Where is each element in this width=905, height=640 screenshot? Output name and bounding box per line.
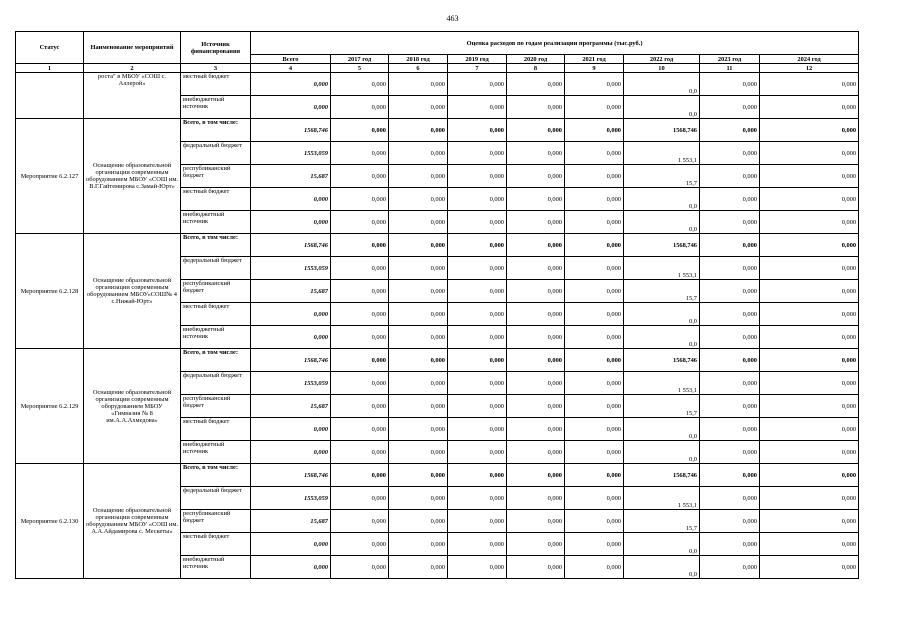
year-value-cell: 0,000 [760, 533, 859, 556]
year-value-cell: 0,000 [389, 395, 448, 418]
year-value-cell: 0,000 [389, 73, 448, 96]
total-cell: 15,687 [251, 280, 331, 303]
total-cell: 15,687 [251, 510, 331, 533]
year-value-cell: 15,7 [624, 165, 700, 188]
year-value-cell: 0,000 [448, 349, 507, 372]
total-cell: 1568,746 [251, 234, 331, 257]
year-value-cell: 0,000 [448, 234, 507, 257]
year-value-cell: 0,000 [565, 234, 624, 257]
year-value-cell: 0,000 [760, 234, 859, 257]
status-cell: Мероприятие 6.2.127 [16, 119, 84, 234]
total-cell: 0,000 [251, 73, 331, 96]
year-value-cell: 0,000 [389, 441, 448, 464]
year-value-cell: 0,000 [389, 188, 448, 211]
year-value-cell: 1568,746 [624, 119, 700, 142]
funding-source-cell: федеральный бюджет [181, 142, 251, 165]
year-value-cell: 0,000 [700, 372, 760, 395]
status-cell: Мероприятие 6.2.129 [16, 349, 84, 464]
year-value-cell: 0,000 [331, 165, 389, 188]
year-value-cell: 15,7 [624, 280, 700, 303]
year-value-cell: 0,000 [448, 303, 507, 326]
year-value-cell: 15,7 [624, 510, 700, 533]
status-cell: Мероприятие 6.2.128 [16, 234, 84, 349]
year-value-cell: 0,000 [448, 188, 507, 211]
funding-source-cell: Всего, в том числе: [181, 119, 251, 142]
funding-source-cell: федеральный бюджет [181, 257, 251, 280]
year-value-cell: 0,000 [565, 165, 624, 188]
year-value-cell: 0,000 [331, 464, 389, 487]
year-value-cell: 0,000 [389, 280, 448, 303]
year-value-cell: 0,000 [389, 372, 448, 395]
year-value-cell: 0,000 [760, 257, 859, 280]
year-value-cell: 0,000 [331, 441, 389, 464]
year-value-cell: 0,000 [507, 96, 565, 119]
year-value-cell: 0,000 [565, 395, 624, 418]
year-value-cell: 0,000 [389, 349, 448, 372]
year-value-cell: 0,000 [760, 441, 859, 464]
year-value-cell: 0,000 [760, 372, 859, 395]
total-cell: 0,000 [251, 303, 331, 326]
year-value-cell: 0,000 [507, 372, 565, 395]
year-value-cell: 0,0 [624, 303, 700, 326]
year-value-cell: 1568,746 [624, 234, 700, 257]
column-number: 12 [760, 64, 859, 73]
year-value-cell: 0,000 [565, 441, 624, 464]
header-year: 2017 год [331, 55, 389, 64]
year-value-cell: 0,000 [389, 487, 448, 510]
year-value-cell: 0,000 [507, 303, 565, 326]
year-value-cell: 1 553,1 [624, 372, 700, 395]
table-row [16, 119, 859, 142]
year-value-cell: 0,000 [700, 464, 760, 487]
year-value-cell: 0,000 [389, 234, 448, 257]
header-status: Статус [16, 32, 84, 64]
total-cell: 1553,059 [251, 142, 331, 165]
year-value-cell: 0,000 [760, 464, 859, 487]
table-row [16, 234, 859, 257]
year-value-cell: 0,000 [760, 188, 859, 211]
table-row [16, 349, 859, 372]
year-value-cell: 0,000 [565, 556, 624, 579]
year-value-cell: 0,000 [507, 73, 565, 96]
year-value-cell: 0,000 [507, 234, 565, 257]
year-value-cell: 0,000 [565, 487, 624, 510]
year-value-cell: 0,000 [448, 372, 507, 395]
year-value-cell: 0,000 [448, 211, 507, 234]
year-value-cell: 0,000 [448, 441, 507, 464]
funding-source-cell: местный бюджет [181, 303, 251, 326]
year-value-cell: 0,000 [507, 280, 565, 303]
column-number: 5 [331, 64, 389, 73]
year-value-cell: 1 553,1 [624, 257, 700, 280]
funding-source-cell: Всего, в том числе: [181, 349, 251, 372]
year-value-cell: 0,000 [565, 188, 624, 211]
funding-source-cell: республиканский бюджет [181, 395, 251, 418]
year-value-cell: 0,000 [331, 303, 389, 326]
funding-source-cell: местный бюджет [181, 73, 251, 96]
header-name: Наименование мероприятий [84, 32, 181, 64]
year-value-cell: 0,000 [389, 165, 448, 188]
total-cell: 1553,059 [251, 487, 331, 510]
year-value-cell: 0,000 [389, 418, 448, 441]
funding-source-cell: местный бюджет [181, 418, 251, 441]
year-value-cell: 0,000 [389, 556, 448, 579]
header-year: 2018 год [389, 55, 448, 64]
status-cell: Мероприятие 6.2.130 [16, 464, 84, 579]
budget-table [15, 31, 859, 579]
funding-source-cell: внебюджетный источник [181, 326, 251, 349]
year-value-cell: 0,000 [507, 395, 565, 418]
year-value-cell: 0,000 [389, 211, 448, 234]
year-value-cell: 0,000 [700, 441, 760, 464]
activity-name-cell: Оснащение образовательной организации современным оборудованием МБОУ «СОШ им. А.А.Айдамирова с. Мескеты» [84, 464, 181, 579]
year-value-cell: 0,000 [331, 119, 389, 142]
year-value-cell: 0,000 [700, 533, 760, 556]
year-value-cell: 0,000 [448, 96, 507, 119]
year-value-cell: 0,0 [624, 418, 700, 441]
total-cell: 1568,746 [251, 119, 331, 142]
year-value-cell: 0,000 [448, 533, 507, 556]
year-value-cell: 0,000 [760, 211, 859, 234]
year-value-cell: 0,000 [389, 464, 448, 487]
total-cell: 0,000 [251, 211, 331, 234]
year-value-cell: 0,000 [507, 257, 565, 280]
column-number: 9 [565, 64, 624, 73]
column-number: 11 [700, 64, 760, 73]
year-value-cell: 0,000 [507, 533, 565, 556]
column-number: 7 [448, 64, 507, 73]
year-value-cell: 0,000 [565, 211, 624, 234]
funding-source-cell: республиканский бюджет [181, 280, 251, 303]
year-value-cell: 0,000 [565, 257, 624, 280]
activity-name-cell: роста" в МБОУ «СОШ с. Аллерой» [84, 73, 181, 119]
year-value-cell: 0,000 [700, 211, 760, 234]
year-value-cell: 0,000 [760, 303, 859, 326]
funding-source-cell: республиканский бюджет [181, 165, 251, 188]
year-value-cell: 0,000 [448, 165, 507, 188]
year-value-cell: 0,000 [760, 280, 859, 303]
year-value-cell: 0,000 [507, 441, 565, 464]
year-value-cell: 0,000 [507, 142, 565, 165]
year-value-cell: 0,0 [624, 556, 700, 579]
year-value-cell: 0,000 [760, 165, 859, 188]
total-cell: 0,000 [251, 326, 331, 349]
year-value-cell: 0,000 [448, 487, 507, 510]
total-cell: 1568,746 [251, 349, 331, 372]
year-value-cell: 0,000 [507, 464, 565, 487]
year-value-cell: 0,000 [389, 142, 448, 165]
year-value-cell: 0,0 [624, 73, 700, 96]
year-value-cell: 0,000 [448, 510, 507, 533]
year-value-cell: 0,000 [389, 96, 448, 119]
year-value-cell: 0,000 [448, 326, 507, 349]
year-value-cell: 0,000 [700, 119, 760, 142]
total-cell: 0,000 [251, 441, 331, 464]
year-value-cell: 0,000 [760, 119, 859, 142]
year-value-cell: 0,000 [565, 280, 624, 303]
funding-source-cell: местный бюджет [181, 533, 251, 556]
year-value-cell: 0,000 [507, 326, 565, 349]
year-value-cell: 0,000 [331, 349, 389, 372]
funding-source-cell: внебюджетный источник [181, 556, 251, 579]
funding-source-cell: Всего, в том числе: [181, 464, 251, 487]
year-value-cell: 0,000 [700, 165, 760, 188]
year-value-cell: 0,000 [389, 510, 448, 533]
year-value-cell: 0,000 [507, 418, 565, 441]
year-value-cell: 0,000 [700, 395, 760, 418]
year-value-cell: 0,000 [760, 395, 859, 418]
year-value-cell: 0,000 [565, 510, 624, 533]
year-value-cell: 0,000 [507, 188, 565, 211]
status-cell [16, 73, 84, 119]
year-value-cell: 0,000 [331, 257, 389, 280]
funding-source-cell: местный бюджет [181, 188, 251, 211]
total-cell: 0,000 [251, 188, 331, 211]
year-value-cell: 0,000 [448, 418, 507, 441]
funding-source-cell: внебюджетный источник [181, 211, 251, 234]
year-value-cell: 0,000 [565, 142, 624, 165]
year-value-cell: 0,000 [760, 73, 859, 96]
funding-source-cell: федеральный бюджет [181, 487, 251, 510]
year-value-cell: 0,0 [624, 188, 700, 211]
year-value-cell: 0,000 [760, 349, 859, 372]
year-value-cell: 0,000 [565, 96, 624, 119]
year-value-cell: 0,000 [700, 556, 760, 579]
year-value-cell: 0,000 [448, 556, 507, 579]
year-value-cell: 0,000 [760, 510, 859, 533]
year-value-cell: 0,000 [389, 119, 448, 142]
table-body [16, 73, 859, 579]
year-value-cell: 0,000 [448, 257, 507, 280]
year-value-cell: 0,000 [448, 119, 507, 142]
total-cell: 0,000 [251, 96, 331, 119]
year-value-cell: 0,0 [624, 211, 700, 234]
year-value-cell: 0,000 [331, 556, 389, 579]
table-row [16, 73, 859, 96]
year-value-cell: 0,000 [331, 96, 389, 119]
column-number: 2 [84, 64, 181, 73]
year-value-cell: 0,000 [700, 487, 760, 510]
activity-name-cell: Оснащение образовательной организации современным оборудованием МБОУ«СОШ№ 4 с.Нижай-Юрт» [84, 234, 181, 349]
year-value-cell: 0,000 [389, 257, 448, 280]
year-value-cell: 0,000 [331, 418, 389, 441]
year-value-cell: 1 553,1 [624, 142, 700, 165]
year-value-cell: 0,000 [331, 533, 389, 556]
year-value-cell: 0,000 [448, 464, 507, 487]
year-value-cell: 0,000 [389, 303, 448, 326]
year-value-cell: 0,000 [760, 487, 859, 510]
year-value-cell: 0,000 [565, 372, 624, 395]
year-value-cell: 0,000 [507, 211, 565, 234]
year-value-cell: 0,000 [565, 418, 624, 441]
column-number: 10 [624, 64, 700, 73]
year-value-cell: 0,000 [331, 234, 389, 257]
year-value-cell: 0,000 [331, 487, 389, 510]
year-value-cell: 0,000 [565, 326, 624, 349]
column-number: 8 [507, 64, 565, 73]
year-value-cell: 0,000 [389, 326, 448, 349]
year-value-cell: 0,000 [700, 234, 760, 257]
funding-source-cell: внебюджетный источник [181, 441, 251, 464]
year-value-cell: 0,000 [565, 73, 624, 96]
year-value-cell: 0,000 [700, 96, 760, 119]
header-year: 2019 год [448, 55, 507, 64]
header-year: 2023 год [700, 55, 760, 64]
column-number: 1 [16, 64, 84, 73]
year-value-cell: 0,000 [507, 556, 565, 579]
funding-source-cell: внебюджетный источник [181, 96, 251, 119]
year-value-cell: 0,000 [331, 326, 389, 349]
table-row [16, 464, 859, 487]
funding-source-cell: Всего, в том числе: [181, 234, 251, 257]
total-cell: 1553,059 [251, 257, 331, 280]
year-value-cell: 0,000 [700, 142, 760, 165]
year-value-cell: 0,0 [624, 441, 700, 464]
year-value-cell: 0,000 [700, 349, 760, 372]
header-source: Источник финансирования [181, 32, 251, 64]
activity-name-cell: Оснащение образовательной организации современным оборудованием МБОУ «Гимназия № 8 им.А.А.Ахмедова» [84, 349, 181, 464]
year-value-cell: 0,000 [700, 510, 760, 533]
year-value-cell: 1568,746 [624, 349, 700, 372]
year-value-cell: 0,000 [331, 188, 389, 211]
activity-name-cell: Оснащение образовательной организации современным оборудованием МБОУ «СОШ им. В.Г.Гайтемирова с.Замай-Юрт» [84, 119, 181, 234]
year-value-cell: 0,000 [331, 510, 389, 533]
year-value-cell: 0,000 [331, 395, 389, 418]
total-cell: 1553,059 [251, 372, 331, 395]
header-estimate: Оценка расходов по годам реализации программы (тыс.руб.) [251, 32, 859, 55]
year-value-cell: 0,000 [565, 303, 624, 326]
year-value-cell: 0,000 [331, 73, 389, 96]
year-value-cell: 0,000 [507, 349, 565, 372]
year-value-cell: 15,7 [624, 395, 700, 418]
year-value-cell: 0,000 [760, 96, 859, 119]
year-value-cell: 0,0 [624, 533, 700, 556]
year-value-cell: 0,000 [700, 257, 760, 280]
year-value-cell: 0,000 [760, 142, 859, 165]
year-value-cell: 0,000 [565, 119, 624, 142]
total-cell: 15,687 [251, 395, 331, 418]
year-value-cell: 0,0 [624, 96, 700, 119]
page-number: 463 [446, 14, 459, 23]
year-value-cell: 0,000 [760, 418, 859, 441]
year-value-cell: 0,000 [448, 142, 507, 165]
year-value-cell: 0,000 [331, 280, 389, 303]
year-value-cell: 0,000 [507, 487, 565, 510]
header-year: 2024 год [760, 55, 859, 64]
year-value-cell: 0,000 [565, 464, 624, 487]
year-value-cell: 0,000 [331, 372, 389, 395]
year-value-cell: 0,000 [507, 165, 565, 188]
year-value-cell: 0,000 [700, 418, 760, 441]
funding-source-cell: республиканский бюджет [181, 510, 251, 533]
header-year: 2021 год [565, 55, 624, 64]
year-value-cell: 0,000 [507, 119, 565, 142]
year-value-cell: 0,000 [700, 188, 760, 211]
year-value-cell: 0,000 [700, 280, 760, 303]
year-value-cell: 1 553,1 [624, 487, 700, 510]
year-value-cell: 0,000 [331, 211, 389, 234]
column-number: 6 [389, 64, 448, 73]
year-value-cell: 0,0 [624, 326, 700, 349]
header-year: 2020 год [507, 55, 565, 64]
year-value-cell: 0,000 [448, 395, 507, 418]
column-number: 3 [181, 64, 251, 73]
year-value-cell: 1568,746 [624, 464, 700, 487]
total-cell: 0,000 [251, 533, 331, 556]
year-value-cell: 0,000 [448, 280, 507, 303]
year-value-cell: 0,000 [565, 349, 624, 372]
total-cell: 1568,746 [251, 464, 331, 487]
year-value-cell: 0,000 [507, 510, 565, 533]
year-value-cell: 0,000 [448, 73, 507, 96]
year-value-cell: 0,000 [700, 303, 760, 326]
header-year: 2022 год [624, 55, 700, 64]
year-value-cell: 0,000 [331, 142, 389, 165]
total-cell: 0,000 [251, 556, 331, 579]
total-cell: 0,000 [251, 418, 331, 441]
total-cell: 15,687 [251, 165, 331, 188]
year-value-cell: 0,000 [700, 73, 760, 96]
column-number: 4 [251, 64, 331, 73]
year-value-cell: 0,000 [760, 326, 859, 349]
year-value-cell: 0,000 [389, 533, 448, 556]
funding-source-cell: федеральный бюджет [181, 372, 251, 395]
year-value-cell: 0,000 [565, 533, 624, 556]
year-value-cell: 0,000 [760, 556, 859, 579]
year-value-cell: 0,000 [700, 326, 760, 349]
header-total: Всего [251, 55, 331, 64]
